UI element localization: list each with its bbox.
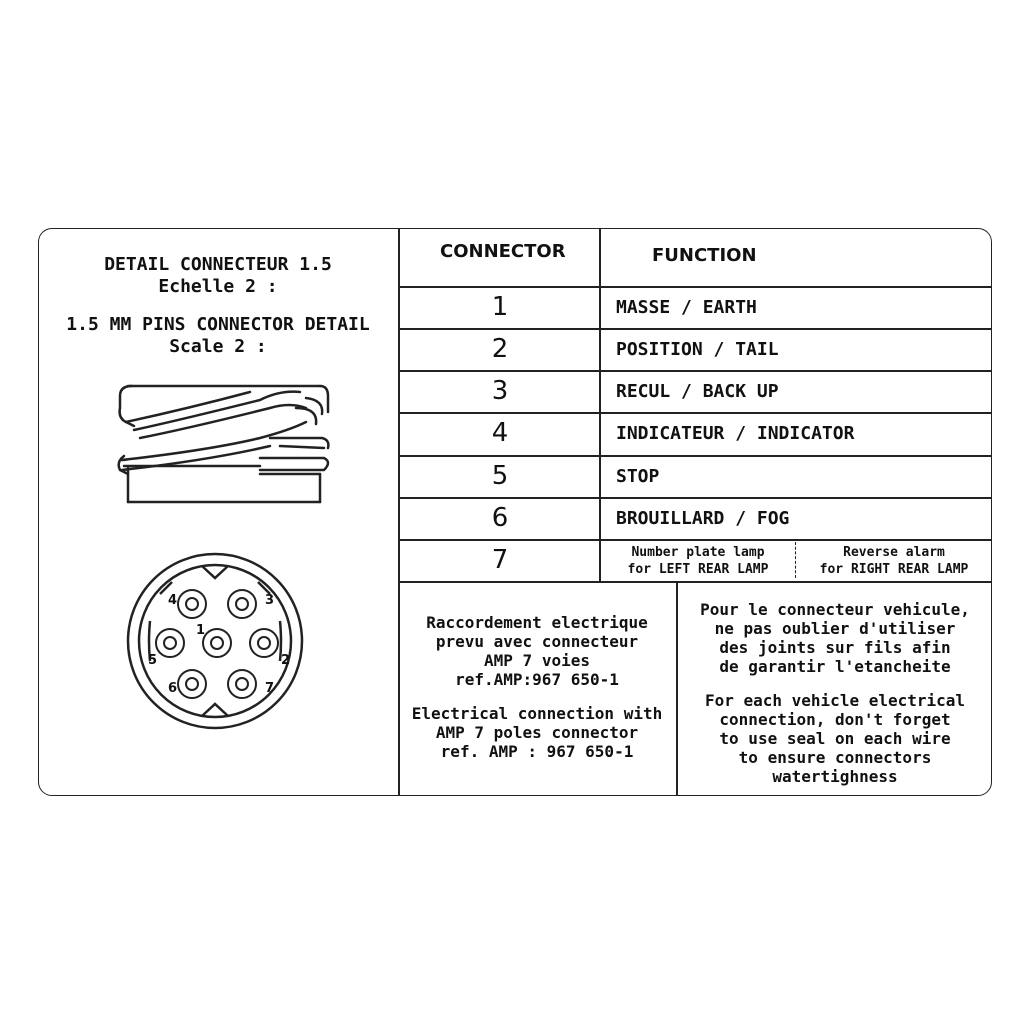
pin-function: INDICATEUR / INDICATOR bbox=[616, 423, 855, 444]
row-divider bbox=[398, 328, 992, 330]
pin-function: BROUILLARD / FOG bbox=[616, 508, 790, 529]
row-divider bbox=[398, 539, 992, 541]
pin-function: STOP bbox=[616, 466, 660, 487]
detail-title-fr: DETAIL CONNECTEUR 1.5 Echelle 2 : bbox=[104, 254, 332, 297]
row-divider bbox=[398, 370, 992, 372]
row-divider bbox=[398, 286, 992, 288]
pin-number: 1 bbox=[491, 292, 509, 322]
row7-split-dashed bbox=[795, 542, 796, 578]
pin-function: MASSE / EARTH bbox=[616, 297, 757, 318]
pin7-right-lamp-function: Reverse alarm for RIGHT REAR LAMP bbox=[819, 545, 969, 577]
pin-label-7: 7 bbox=[265, 681, 275, 696]
note-electrical-connection-fr: Raccordement electrique prevu avec connecteur AMP 7 voies ref.AMP:967 650-1 bbox=[426, 613, 648, 689]
pin7-left-lamp-function: Number plate lamp for LEFT REAR LAMP bbox=[627, 545, 769, 577]
pin-number: 5 bbox=[491, 461, 509, 491]
detail-title-en: 1.5 MM PINS CONNECTOR DETAIL Scale 2 : bbox=[66, 314, 370, 357]
pin-function: RECUL / BACK UP bbox=[616, 381, 779, 402]
row-divider bbox=[398, 581, 992, 583]
pin-number: 7 bbox=[491, 545, 509, 575]
pin-label-1: 1 bbox=[196, 623, 206, 638]
pin-label-3: 3 bbox=[265, 593, 275, 608]
pin-label-4: 4 bbox=[168, 593, 178, 608]
pin-function: POSITION / TAIL bbox=[616, 339, 779, 360]
row-divider bbox=[398, 412, 992, 414]
header-function: FUNCTION bbox=[652, 245, 757, 266]
pin-number: 2 bbox=[491, 334, 509, 364]
connector-side-view-drawing bbox=[110, 378, 340, 518]
row-divider bbox=[398, 497, 992, 499]
row-divider bbox=[398, 455, 992, 457]
note-seal-fr: Pour le connecteur vehicule, ne pas oublier d'utiliser des joints sur fils afin de garantir l'etancheite bbox=[700, 600, 970, 676]
pin-number: 3 bbox=[491, 376, 509, 406]
pin-label-2: 2 bbox=[281, 653, 291, 668]
header-connector: CONNECTOR bbox=[440, 241, 566, 262]
pin-number: 6 bbox=[491, 503, 509, 533]
pin-label-6: 6 bbox=[168, 681, 178, 696]
connector-front-view-drawing bbox=[120, 546, 310, 736]
pin-number: 4 bbox=[491, 418, 509, 448]
note-electrical-connection-en: Electrical connection with AMP 7 poles connector ref. AMP : 967 650-1 bbox=[411, 704, 663, 761]
pin-label-5: 5 bbox=[148, 653, 158, 668]
note-seal-en: For each vehicle electrical connection, don't forget to use seal on each wire to ensure connectors watertighness bbox=[704, 691, 966, 786]
